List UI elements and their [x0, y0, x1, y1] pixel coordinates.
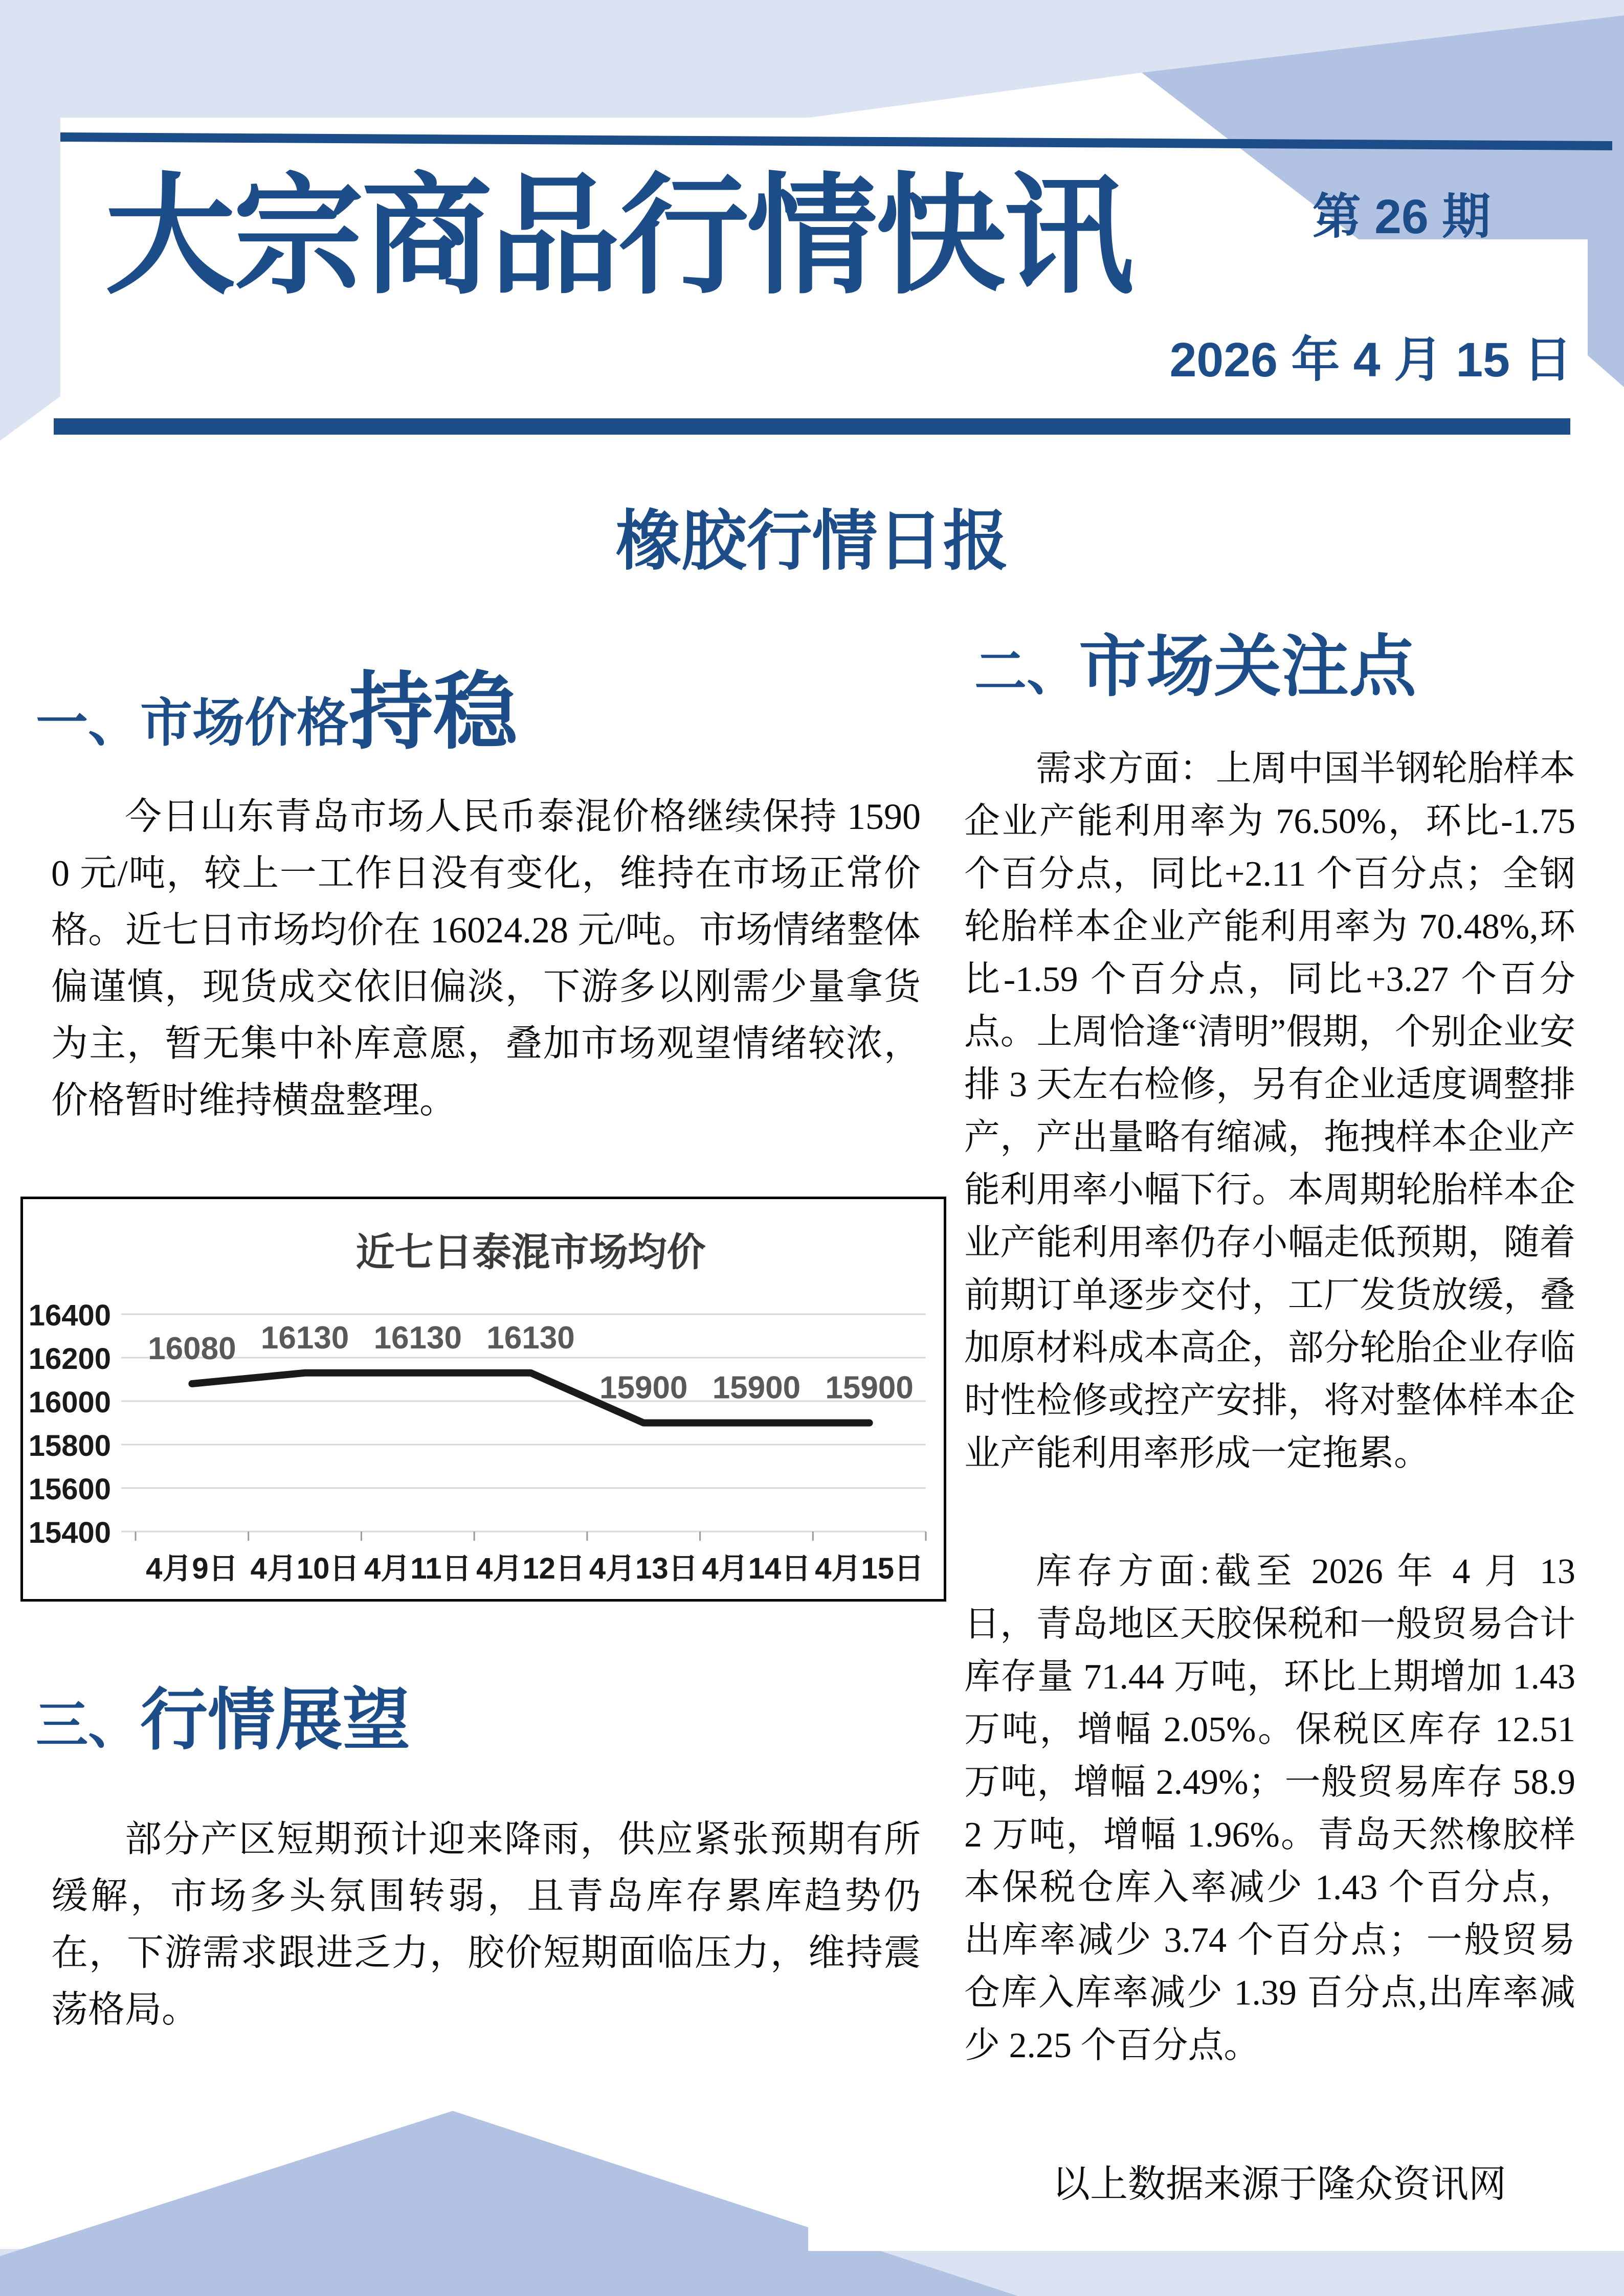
x-axis-category-label: 4月13日: [589, 1552, 698, 1585]
data-point-label: 15900: [599, 1370, 688, 1406]
issue-number: 第 26 期: [1312, 190, 1491, 244]
y-axis-tick-label: 15800: [28, 1429, 111, 1462]
section-3-paragraph: 部分产区短期预计迎来降雨，供应紧张预期有所缓解，市场多头氛围转弱，且青岛库存累库趋势仍在，下游需求跟进乏力，胶价短期面临压力，维持震荡格局。: [51, 1819, 921, 2030]
y-axis-tick-label: 15400: [28, 1516, 111, 1549]
x-axis-category-label: 4月11日: [364, 1552, 472, 1585]
x-axis-category-label: 4月15日: [815, 1552, 924, 1585]
data-source-note: 以上数据来源于隆众资讯网: [1052, 2164, 1506, 2205]
header-thick-rule: [54, 418, 1570, 435]
page-subtitle: 橡胶行情日报: [615, 505, 1009, 578]
price-trend-chart-canvas: [23, 1199, 944, 1599]
section-2-paragraph-demand: 需求方面：上周中国半钢轮胎样本企业产能利用率为 76.50%，环比-1.75 个百分点，同比+2.11 个百分点；全钢轮胎样本企业产能利用率为 70.48%,环比-1.59 个百分点，同比+3.27 个百分点。上周恰逢“清明”假期，个别企业安排 3 天左右检修，另有企业适度调整排产，产出量略有缩减，拖拽样本企业产能利用率小幅下行。本周期轮胎样本企业产能利用率仍存小幅走低预期，随着前期订单逐步交付，工厂发货放缓，叠加原材料成本高企，部分轮胎企业存临时性检修或控产安排，将对整体样本企业产能利用率形成一定拖累。: [964, 749, 1575, 1473]
x-axis-category-label: 4月9日: [146, 1552, 238, 1585]
section-1-number: 一、: [36, 694, 140, 752]
section-1-title-big: 持稳: [349, 665, 518, 759]
y-axis-tick-label: 16200: [28, 1342, 111, 1376]
price-trend-chart: [20, 1197, 946, 1602]
x-axis-category-label: 4月12日: [476, 1552, 585, 1585]
section-1-title-small: 市场价格: [140, 694, 349, 752]
data-point-label: 16130: [373, 1320, 462, 1356]
section-3-heading: [36, 1682, 410, 1758]
section-2-number: 二、: [974, 643, 1079, 701]
data-point-label: 16130: [260, 1320, 349, 1356]
y-axis-tick-label: 16000: [28, 1386, 111, 1419]
y-axis-tick-label: 15600: [28, 1473, 111, 1506]
x-axis-category-label: 4月14日: [702, 1552, 811, 1585]
publication-date: 2026 年 4 月 15 日: [1169, 333, 1572, 387]
data-point-label: 16130: [486, 1320, 575, 1356]
section-3-number: 三、: [36, 1696, 140, 1754]
section-2-title: 市场关注点: [1079, 629, 1416, 704]
section-3-title: 行情展望: [140, 1682, 410, 1758]
y-axis-tick-label: 16400: [28, 1299, 111, 1332]
section-2-paragraph-inventory: 库存方面:截至 2026 年 4 月 13 日，青岛地区天胶保税和一般贸易合计库存量 71.44 万吨，环比上期增加 1.43 万吨，增幅 2.05%。保税区库存 12.51 万吨，增幅 2.49%；一般贸易库存 58.92 万吨，增幅 1.96%。青岛天然橡胶样本保税仓库入率减少 1.43 个百分点，出库率减少 3.74 个百分点；一般贸易仓库入库率减少 1.39 百分点,出库率减少 2.25 个百分点。: [964, 1552, 1575, 2065]
x-axis-category-label: 4月10日: [250, 1552, 360, 1585]
chart-title: 近七日泰混市场均价: [355, 1231, 706, 1274]
section-1-paragraph: 今日山东青岛市场人民币泰混价格继续保持 15900 元/吨，较上一工作日没有变化，维持在市场正常价格。近七日市场均价在 16024.28 元/吨。市场情绪整体偏谨慎，现货成交依旧偏淡，下游多以刚需少量拿货为主，暂无集中补库意愿，叠加市场观望情绪较浓，价格暂时维持横盘整理。: [51, 796, 921, 1121]
data-point-label: 15900: [825, 1370, 914, 1406]
data-point-label: 15900: [712, 1370, 801, 1406]
data-point-label: 16080: [148, 1331, 236, 1366]
masthead-title: 大宗商品行情快讯: [105, 164, 1132, 309]
section-1-heading: [36, 665, 518, 759]
section-2-heading: [974, 629, 1416, 704]
